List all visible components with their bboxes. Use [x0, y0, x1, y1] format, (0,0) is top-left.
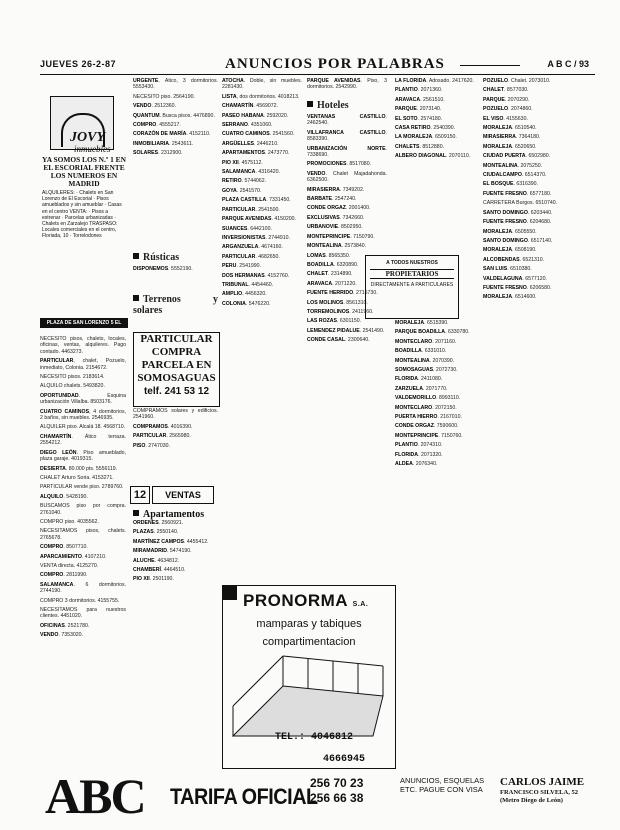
classified-ad: BOADILLA. 6331010. — [395, 348, 447, 355]
classified-ad: PIO XII. 4575112. — [222, 159, 263, 166]
classified-ad: APARTAMENTOS. 2473770. — [222, 150, 290, 157]
classified-ad: PASEO HABANA. 2592020. — [222, 112, 289, 119]
classified-ad: PROMOCIONES. 8517080. — [307, 161, 372, 168]
tarifa-oficial: TARIFA OFICIAL — [170, 784, 318, 809]
classified-ad: ALBERO DIAGONAL. 2070110. — [395, 153, 471, 160]
classified-ad: PLAZAS. 2550140. — [133, 529, 179, 536]
classified-ad: CUATRO CAMINOS. 2541560. — [222, 131, 295, 138]
column-5-top — [395, 78, 478, 250]
classified-ad: QUANTUM. Busca pisos. 4476890. — [133, 112, 215, 119]
particular-ad-box — [133, 332, 220, 407]
jovy-listing: ALQUILERES: · Chalets en San Lorenzo de El Escorial · Pisos amueblados y sin amueblar · Casas en el centro VENTA: · Pisos a estrenar · Parcelas urbanizadas · Chalets en Zarzalejo TRASPASO: Locales comerciales en el centro, Floriada, 10 · Torrelodones — [42, 190, 122, 240]
heading-apartamentos — [133, 509, 204, 520]
classified-ad: ALQUILO chalets. 5493820. — [40, 383, 105, 390]
classified-ad: MONTECLARO. 2071160. — [395, 338, 457, 345]
classified-ad: MONTEPRINCIPE. 7150790. — [307, 233, 375, 240]
classified-ad: FLORIDA. 2411080. — [395, 376, 443, 383]
classified-ad: BARBATE. 2547240. — [307, 196, 357, 203]
classified-ad: COMPRO. 8507710. — [40, 544, 88, 551]
classified-ad: CARRETERA Burgos. 6510740. — [483, 200, 558, 207]
column-5-body — [395, 320, 478, 468]
classified-ad: COMPRO. 4555217. — [133, 122, 181, 129]
section-title: ANUNCIOS POR PALABRAS — [225, 56, 445, 72]
classified-ad: PARQUE AVENIDAS. 4150200. — [222, 216, 297, 223]
classified-ad: SUANCES. 6442100. — [222, 225, 272, 232]
classified-ad: NECESITAMOS para nuestros clientes. 4451020. — [40, 607, 126, 620]
classified-ad: MORALEJA. 6514600. — [483, 294, 537, 301]
classified-ad: RETIRO. 5744062. — [222, 178, 267, 185]
classified-ad: CORAZÓN DE MARÍA. 4152110. — [133, 131, 211, 138]
classified-ad: GOYA. 2541570. — [222, 187, 262, 194]
column-4-top — [307, 78, 387, 96]
classified-ad: OPORTUNIDAD. Esquina urbanización Villalba. 8503176. — [40, 392, 126, 406]
classified-ad: MONTEALINA. 2573840. — [307, 243, 367, 250]
classified-ad: ARGÜELLES. 2446210. — [222, 140, 279, 147]
classified-ad: MONTEALINA. 2075250. — [483, 162, 543, 169]
classified-ad: MORALEJA. 6510540. — [483, 125, 537, 132]
footer-phone-2: 256 66 38 — [310, 791, 364, 805]
classified-ad: MORALEJA. 6508190. — [483, 247, 537, 254]
classified-ad: PARTICULAR vende piso. 2789760. — [40, 484, 124, 491]
classified-ad: MIRASIERRA. 7364180. — [483, 134, 541, 141]
classified-ad: CONDE ORGAZ. 2001400. — [307, 205, 371, 212]
classified-ad: LOMAS. 8565350. — [307, 252, 351, 259]
classified-ad: LEMENDEZ PIDALUE. 2541490. — [307, 327, 385, 334]
classified-ad: CASA RETIRO. 2540390. — [395, 125, 456, 132]
notice-line-2: PROPIETARIOS — [370, 269, 454, 279]
notice-line-1: A TODOS NUESTROS — [386, 260, 438, 266]
pronorma-tel-2: 4666945 — [323, 754, 366, 765]
heading-hoteles-label: Hoteles — [317, 100, 349, 111]
classified-ad: MONTEALINA. 2070390. — [395, 357, 455, 364]
classified-ad: SANTO DOMINGO. 6517140. — [483, 237, 553, 244]
classified-ad: PIO XII. 2501190. — [133, 576, 174, 583]
ventas-number: 12 — [130, 486, 150, 504]
classified-ad: MONTECLARO. 2072150. — [395, 404, 457, 411]
classified-ad: VENDO. 2512360. — [133, 103, 176, 110]
classified-ad: CHALETS. 8512880. — [395, 143, 445, 150]
column-6 — [483, 78, 595, 768]
classified-ad: CHAMBERÍ. 4464510. — [133, 567, 186, 574]
classified-ad: FUENTE FRESNO. 6577180. — [483, 190, 552, 197]
classified-ad: LA FLORIDA. Adosado. 2417620. — [395, 78, 474, 84]
classified-ad: VENTANAS CASTILLO. 2462540. — [307, 114, 387, 127]
heading-terrenos — [133, 294, 218, 316]
classified-ad: MORALEJA. 6520650. — [483, 143, 537, 150]
classified-ad: COMPRAMOS. 4016390. — [133, 423, 193, 430]
pronorma-brand-text: PRONORMA — [243, 591, 348, 610]
classified-ad: SOLARES. 2312900. — [133, 150, 183, 157]
classified-ad: PARQUE BOADILLA. 6330780. — [395, 329, 470, 336]
classified-ad: ÓRDENES. 2560921. — [133, 520, 184, 526]
classified-ad: PARQUE. 2070290. — [483, 96, 530, 103]
classified-ad: URBANOVIE. 8502950. — [307, 224, 363, 231]
classified-ad: CONDE ORGAZ. 7590600. — [395, 423, 459, 430]
classified-ad: MONTEPRINCIPE. 7150760. — [395, 432, 463, 439]
classified-ad: MORALEJA. 6515390. — [395, 320, 449, 326]
heading-terrenos-label: Terrenos y solares — [133, 294, 218, 316]
column-2-lower — [133, 408, 218, 483]
classified-ad: BUSCAMOS piso por compra. 2761040. — [40, 503, 126, 516]
classified-ad: MARTÍNEZ CAMPOS. 4455412. — [133, 538, 209, 545]
classified-ad: FUENTE FRESNO. 6204680. — [483, 219, 552, 226]
classified-ad: NECESITAMOS pisos, chalets. 2765678. — [40, 528, 126, 541]
classified-ad: CHALET. 8577030. — [483, 87, 529, 94]
classified-ad: PUERTA HIERRO. 2167010. — [395, 414, 462, 421]
jovy-address: PLAZA DE SAN LORENZO 5 EL ESCORIAL · 896 38 88 — [40, 318, 128, 328]
classified-ad: EL BOSQUE. 6316390. — [483, 181, 538, 188]
classified-ad: URGENTE. Ático, 3 dormitorios. 5553430. — [133, 78, 218, 91]
particular-tel: telf. 241 53 12 — [143, 386, 210, 397]
classified-ad: SERRANO. 4351060. — [222, 122, 273, 129]
jovy-banner: YA SOMOS LOS N.º 1 EN EL ESCORIAL FRENTE LOS NUMEROS EN MADRID — [42, 155, 126, 188]
classified-ad: ARAVACA. 2561510. — [395, 96, 445, 103]
classified-ad: SANTO DOMINGO. 6203440. — [483, 209, 553, 216]
ca-name: CARLOS JAIME — [500, 776, 585, 788]
classified-ad: PARQUE AVENIDAS. Piso, 3 dormitorios. 2542990. — [307, 78, 387, 91]
heading-rusticas — [133, 252, 218, 263]
heading-apartamentos-label: Apartamentos — [143, 509, 205, 520]
classified-ad: COMPRAMOS solares y edificios. 2541960. — [133, 408, 218, 421]
classified-ad: VENDO. Chalet Majadahonda. 6362500. — [307, 170, 387, 184]
classified-ad: LA MORALEJA. 6509150. — [395, 134, 457, 141]
classified-ad: FLORIDA. 2071320. — [395, 451, 443, 458]
pronorma-suffix: S.A. — [352, 601, 369, 608]
classified-ad: PERU. 2541990. — [222, 263, 261, 270]
classified-ad: EXCLUSIVAS. 7342660. — [307, 214, 365, 221]
classified-ad: SALAMANCA. 4316420. — [222, 169, 280, 176]
column-4 — [307, 78, 387, 583]
classified-ad: EL SOTO. 2574180. — [395, 115, 443, 122]
classified-ad: COMPRO piso. 4035562. — [40, 518, 99, 525]
classified-ad: NECESITO pisos, chalets, locales, oficinas, ventas, alquileres. Pago contado. 4463273. — [40, 336, 126, 355]
classified-ad: LAS ROZAS. 6301150. — [307, 318, 362, 325]
carlos-jaime — [500, 776, 584, 805]
notice-box — [365, 255, 459, 319]
classified-ad: CHAMARTÍN. Ático terraza. 2554212. — [40, 433, 126, 447]
footer-phone-1: 256 70 23 — [310, 776, 364, 790]
classified-ad: INVERSIONISTAS. 2744910. — [222, 234, 290, 241]
classified-ad: PARTICULAR. 2565980. — [133, 433, 191, 440]
footer-banner — [40, 770, 600, 826]
classified-ad: COMPRO. 2811990. — [40, 572, 88, 579]
classified-ad: SOMOSAGUAS. 2072730. — [395, 367, 458, 374]
column-3 — [222, 78, 302, 583]
pronorma-tel-1: TEL.: 4046812 — [275, 732, 354, 743]
issue-date: JUEVES 26-2-87 — [40, 59, 117, 69]
classified-ad: PLAZA CASTILLA. 7331450. — [222, 197, 291, 204]
particular-line-2: COMPRA — [151, 346, 202, 358]
classified-ad: PLANTIO. 2071360. — [395, 87, 443, 94]
classified-ad: VENTA directa. 4125270. — [40, 562, 99, 569]
classified-ad: CHAMARTÍN. 4569072. — [222, 103, 278, 110]
particular-line-1: PARTICULAR — [140, 333, 213, 345]
pronorma-line-1: mamparas y tabiques — [256, 618, 362, 630]
classified-ad: COMPRO 3 dormitorios. 4155755. — [40, 597, 120, 604]
jovy-sub: inmuebles — [74, 144, 111, 154]
ventas-label: VENTAS — [152, 486, 214, 504]
classified-ad: BOADILLA. 6320890. — [307, 261, 359, 268]
classified-ad: TORREMOLINOS. 2411960. — [307, 308, 374, 315]
classified-ad: PLANTIO. 2074310. — [395, 442, 443, 449]
classified-ad: NECESITO piso. 2564190. — [133, 93, 195, 100]
column-5 — [395, 78, 478, 768]
header-rule — [460, 65, 520, 66]
classified-ad: POZUELO. Chalet. 2073010. — [483, 78, 551, 84]
classified-ad: DESIERTA. 80.000 pts. 5556119. — [40, 465, 118, 472]
classified-ad: ALQUILO. 5428190. — [40, 493, 88, 500]
classified-ad: MORALEJA. 6505550. — [483, 228, 537, 235]
classified-ad: CIUDALCAMPO. 6514370. — [483, 172, 547, 179]
classified-ad: PARQUE. 2073140. — [395, 106, 442, 113]
classified-ad: CONDE CASAL. 2300640. — [307, 337, 370, 344]
classified-ad: AMPLIO. 4456320. — [222, 291, 267, 298]
classified-ad: ATOCHA. Doble, sin muebles. 2281430. — [222, 78, 302, 91]
heading-hoteles — [307, 100, 387, 111]
classified-ad: TRIBUNAL. 4454460. — [222, 281, 274, 288]
pronorma-line-2: compartimentacion — [262, 636, 356, 648]
classified-ad: ARAVACA. 2071220. — [307, 280, 357, 287]
classified-ad: APARCAMIENTO. 4107210. — [40, 553, 107, 560]
heading-rusticas-label: Rústicas — [143, 252, 180, 263]
column-2-rusticas — [133, 266, 218, 290]
classified-ad: FUENTE FRESNO. 6206580. — [483, 284, 552, 291]
classified-ad: ALDEA. 2076340. — [395, 461, 438, 468]
classified-ad: DOS HERMANAS. 4152760. — [222, 272, 290, 279]
footer-phones — [310, 776, 363, 806]
classified-ad: VALDELAGUNA. 6577120. — [483, 275, 547, 282]
classified-ad: DIEGO LEÓN. Piso amueblado, plaza garaje. 4019315. — [40, 449, 126, 463]
classified-ad: MIRAMADRID. 5474190. — [133, 548, 192, 555]
classified-ad: POZUELO. 2074860. — [483, 106, 533, 113]
classified-ad: SALAMANCA. 6 dormitorios. 2744190. — [40, 581, 126, 595]
classified-ad: SAN LUIS. 6510380. — [483, 266, 532, 273]
page-header — [40, 56, 595, 75]
classified-ad: DISPONEMOS. 5552190. — [133, 266, 193, 272]
ca-address: FRANCISCO SILVELA, 52 — [500, 789, 578, 796]
column-1 — [40, 336, 126, 766]
classified-ad: VALDEMORILLO. 8993110. — [395, 395, 461, 402]
ventas-heading — [130, 486, 212, 502]
classified-ad: EL VISO. 4155630. — [483, 115, 528, 122]
classified-ad: ALUCHE. 4634812. — [133, 557, 180, 564]
classified-ad: ARGANZUELA. 4674160. — [222, 244, 283, 251]
classified-ad: CUATRO CAMINOS, 4 dormitorios, 2 baños, sin muebles. 2546935. — [40, 408, 126, 422]
jovy-ad — [40, 78, 128, 336]
classified-ad: INMOBILIARIA. 2543611. — [133, 140, 194, 147]
classified-ad: NECESITO pisos. 2183614. — [40, 374, 105, 381]
classified-ad: LISTA, dos dormitorios. 4018213. — [222, 93, 300, 100]
classified-ad: PARTICULAR. 4682650. — [222, 253, 280, 260]
column-2-bottom — [133, 520, 218, 768]
classified-ad: URBANIZACIÓN NORTE. 7338690. — [307, 145, 387, 159]
classified-ad: FUENTE HERRIDO. 2715730. — [307, 290, 378, 297]
classified-ad: VILLAFRANCA CASTILLO. 8583390. — [307, 129, 387, 143]
classified-ad: LOS MOLINOS. 8561310. — [307, 299, 368, 306]
pronorma-ad — [222, 585, 396, 769]
classified-ad: ZARZUELA. 2071770. — [395, 385, 448, 392]
classified-ad: MIRASIERRA. 7349202. — [307, 186, 365, 193]
classified-ad: PISO. 2747030. — [133, 442, 170, 449]
page-number: A B C / 93 — [547, 59, 589, 69]
footer-info-1: ANUNCIOS, ESQUELAS — [400, 776, 485, 785]
classified-ad: CHALET. 2314890. — [307, 271, 353, 278]
classified-ad: CIUDAD PUERTA. 6502980. — [483, 153, 551, 160]
notice-line-3: DIRECTAMENTE A PARTICULARES — [370, 282, 454, 288]
ca-metro: (Metro Diego de León) — [500, 797, 563, 804]
classified-ad: PARTICULAR, chalet, Pozuelo, inmediato, Colonia. 2154672. — [40, 358, 126, 371]
particular-line-4: SOMOSAGUAS — [137, 372, 216, 384]
classified-ad: OFICINAS. 2521780. — [40, 622, 90, 629]
classified-ad: PARTICULAR. 2541500. — [222, 206, 280, 213]
classified-ad: ALCOBENDAS. 6521310. — [483, 256, 545, 263]
classified-ad: ALQUILER piso. Alcalá 18. 4568710. — [40, 424, 126, 431]
classified-ad: VENDO. 7353020. — [40, 632, 83, 639]
particular-line-3: PARCELA EN — [141, 359, 212, 371]
classified-ad: COLONIA. 5476220. — [222, 300, 271, 307]
jovy-name: JOVY — [70, 130, 105, 145]
classified-ad: CHALET Arturo Soria. 4153271. — [40, 474, 114, 481]
footer-info-2: ETC. PAGUE CON VISA — [400, 785, 483, 794]
column-2-top — [133, 78, 218, 248]
abc-logo: ABC — [45, 768, 145, 824]
footer-info — [400, 776, 484, 794]
